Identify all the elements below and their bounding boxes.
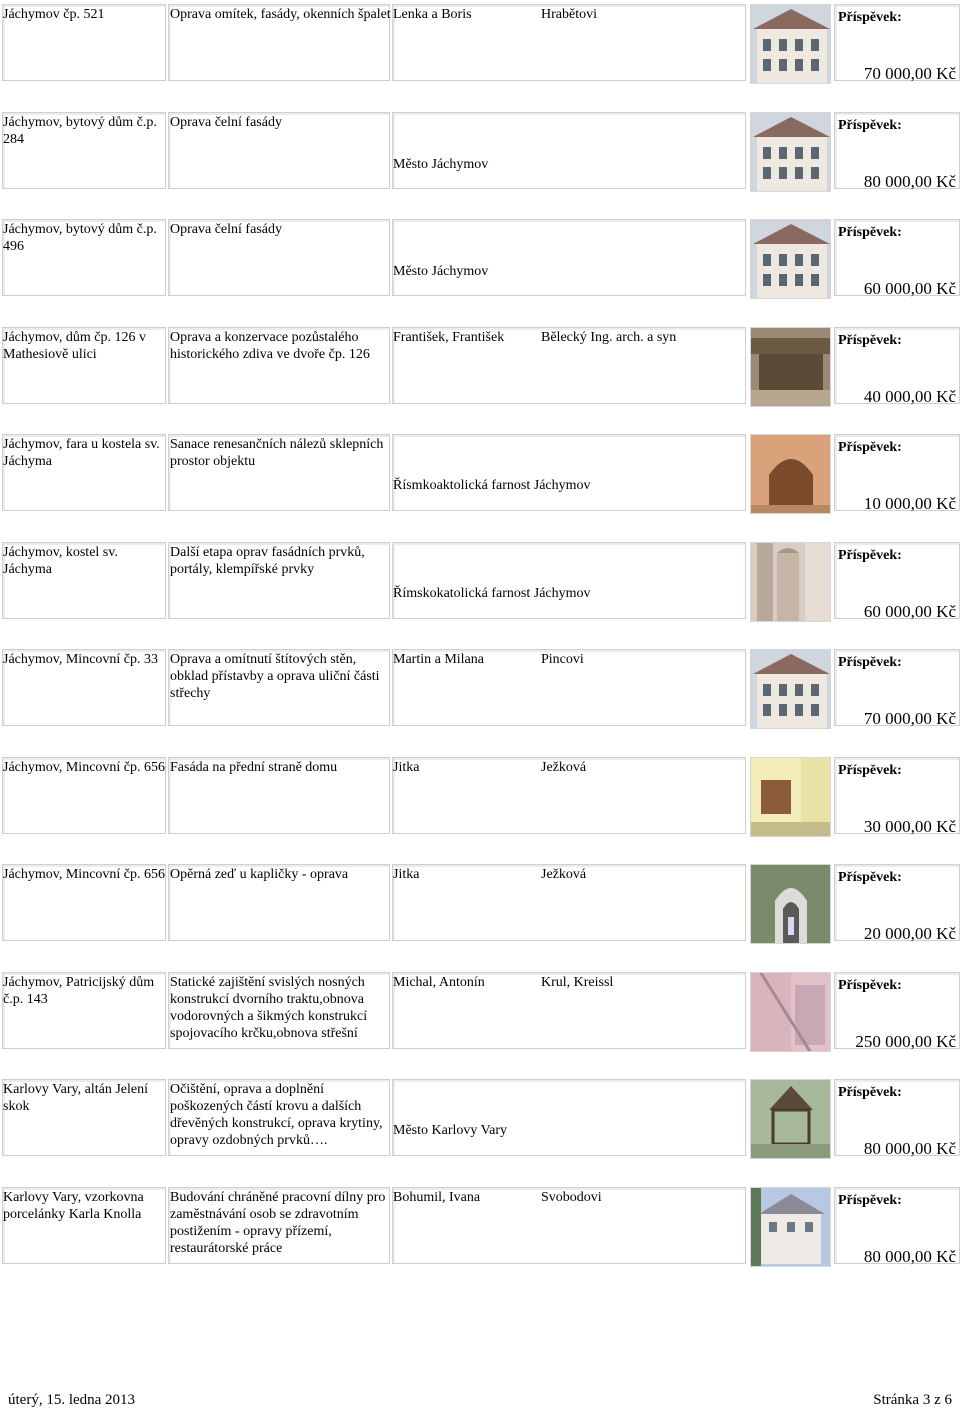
work-description: Sanace renesančních nálezů sklepních prostor objektu (170, 437, 384, 469)
contribution-label: Příspěvek: (838, 440, 902, 455)
contribution-row (0, 1187, 960, 1267)
villa-photo (750, 1187, 831, 1267)
contribution-row (0, 112, 960, 192)
location-text: Jáchymov, dům čp. 126 v Mathesiově ulici (3, 329, 146, 362)
owner-surname: Krul, Kreissl (541, 974, 614, 990)
work-description: Další etapa oprav fasádních prvků, portály, klempířské prvky (170, 544, 365, 577)
location-text: Jáchymov, Mincovní čp. 33 (3, 652, 159, 667)
location-text: Jáchymov, bytový dům č.p. 496 (3, 222, 157, 254)
owner-first-names: Lenka a Boris (393, 7, 472, 22)
location-text: Jáchymov, Mincovní čp. 656 (3, 867, 166, 882)
contribution-row (0, 1079, 960, 1159)
contribution-label: Příspěvek: (838, 332, 902, 348)
work-description: Fasáda na přední straně domu (170, 759, 338, 775)
footer-date: úterý, 15. ledna 2013 (8, 1392, 136, 1408)
owner-surname: Ježková (541, 759, 587, 775)
owner-name: Město Karlovy Vary (393, 1123, 508, 1138)
work-description: Oprava omítek, fasády, okenních špalet (170, 7, 391, 22)
contribution-label: Příspěvek: (838, 1085, 902, 1100)
work-description: Statické zajištění svislých nosných konstrukcí dvorního traktu,obnova vodorovných a šikmých konstrukcí spojovacího krčku,obnova střešní (170, 974, 368, 1041)
contribution-amount: 20 000,00 Kč (863, 924, 956, 943)
work-description: Oprava čelní fasády (170, 222, 282, 237)
owner-first-names: Martin a Milana (393, 652, 484, 667)
contribution-amount: 70 000,00 Kč (863, 709, 956, 728)
contribution-label: Příspěvek: (838, 1192, 902, 1208)
contribution-row (0, 219, 960, 299)
cellar-photo (750, 434, 831, 514)
owner-cell (392, 1079, 746, 1156)
work-description: Budování chráněné pracovní dílny pro zaměstnávání osob se zdravotním postižením - opravy přízemí, restaurátorské práce (170, 1189, 386, 1256)
contribution-amount: 80 000,00 Kč (863, 1139, 956, 1158)
location-text: Jáchymov, Mincovní čp. 656 (3, 759, 166, 775)
contribution-row (0, 542, 960, 622)
owner-surname: Hrabětovi (541, 7, 597, 22)
contribution-label: Příspěvek: (838, 547, 902, 563)
chapel-photo (750, 864, 831, 944)
contribution-row (0, 972, 960, 1052)
contribution-label: Příspěvek: (838, 117, 902, 133)
location-text: Jáchymov, fara u kostela sv. Jáchyma (3, 437, 160, 469)
owner-first-names: František, František (393, 329, 505, 345)
owner-surname: Bělecký Ing. arch. a syn (541, 329, 677, 345)
owner-surname: Svobodovi (541, 1189, 602, 1205)
owner-cell (392, 434, 746, 511)
contribution-amount: 60 000,00 Kč (863, 279, 956, 298)
contribution-label: Příspěvek: (838, 977, 902, 993)
owner-name: Město Jáchymov (393, 264, 489, 279)
contribution-label: Příspěvek: (838, 655, 902, 670)
owner-first-names: Jitka (393, 867, 420, 882)
contribution-row (0, 434, 960, 514)
location-text: Jáchymov, bytový dům č.p. 284 (3, 114, 157, 147)
gazebo-photo (750, 1079, 831, 1159)
contribution-row (0, 4, 960, 84)
contribution-row (0, 864, 960, 944)
contribution-amount: 70 000,00 Kč (863, 64, 956, 83)
owner-name: Město Jáchymov (393, 156, 489, 172)
owner-surname: Pincovi (541, 652, 584, 667)
work-description: Oprava a omítnutí štítových stěn, obklad přístavby a oprava uliční části střechy (170, 652, 380, 701)
footer-page-number: Stránka 3 z 6 (873, 1392, 952, 1408)
owner-first-names: Bohumil, Ivana (393, 1189, 481, 1205)
owner-cell (392, 219, 746, 296)
contribution-amount: 60 000,00 Kč (863, 601, 956, 621)
owner-first-names: Jitka (393, 759, 420, 775)
church-photo (750, 542, 831, 622)
contribution-row (0, 757, 960, 837)
owner-first-names: Michal, Antonín (393, 974, 485, 990)
owner-surname: Ježková (541, 867, 587, 882)
contribution-label: Příspěvek: (838, 225, 902, 240)
work-description: Oprava čelní fasády (170, 114, 282, 130)
contribution-label: Příspěvek: (838, 762, 902, 778)
ruin-photo (750, 327, 831, 407)
owner-name: Římskokatolická farnost Jáchymov (393, 585, 591, 601)
contribution-row (0, 327, 960, 407)
contribution-amount: 10 000,00 Kč (863, 494, 956, 513)
contribution-amount: 250 000,00 Kč (855, 1031, 956, 1051)
work-description: Očištění, oprava a doplnění poškozených částí krovu a dalších dřevěných konstrukcí, oprava krytiny, opravy ozdobných prvků…. (170, 1082, 383, 1148)
house-photo (750, 112, 831, 192)
house-photo (750, 649, 831, 729)
contribution-label: Příspěvek: (838, 870, 902, 885)
location-text: Karlovy Vary, altán Jelení skok (3, 1082, 149, 1114)
location-text: Jáchymov čp. 521 (3, 7, 105, 22)
owner-name: Řísmkoaktolická farnost Jáchymov (393, 478, 591, 493)
location-text: Jáchymov, kostel sv. Jáchyma (3, 544, 118, 577)
work-description: Oprava a konzervace pozůstalého historického zdiva ve dvoře čp. 126 (170, 329, 370, 362)
contribution-amount: 40 000,00 Kč (863, 386, 956, 406)
house-photo (750, 219, 831, 299)
contribution-amount: 80 000,00 Kč (863, 1246, 956, 1266)
facade-photo (750, 757, 831, 837)
contribution-amount: 80 000,00 Kč (863, 171, 956, 191)
house-photo (750, 4, 831, 84)
owner-cell (392, 542, 746, 619)
location-text: Jáchymov, Patricijský dům č.p. 143 (3, 974, 155, 1007)
contribution-label: Příspěvek: (838, 10, 902, 25)
location-text: Karlovy Vary, vzorkovna porcelánky Karla Knolla (3, 1189, 144, 1222)
contribution-row (0, 649, 960, 729)
work-description: Opěrná zeď u kapličky - oprava (170, 867, 349, 882)
owner-cell (392, 112, 746, 189)
contribution-amount: 30 000,00 Kč (863, 816, 956, 836)
interior-photo (750, 972, 831, 1052)
